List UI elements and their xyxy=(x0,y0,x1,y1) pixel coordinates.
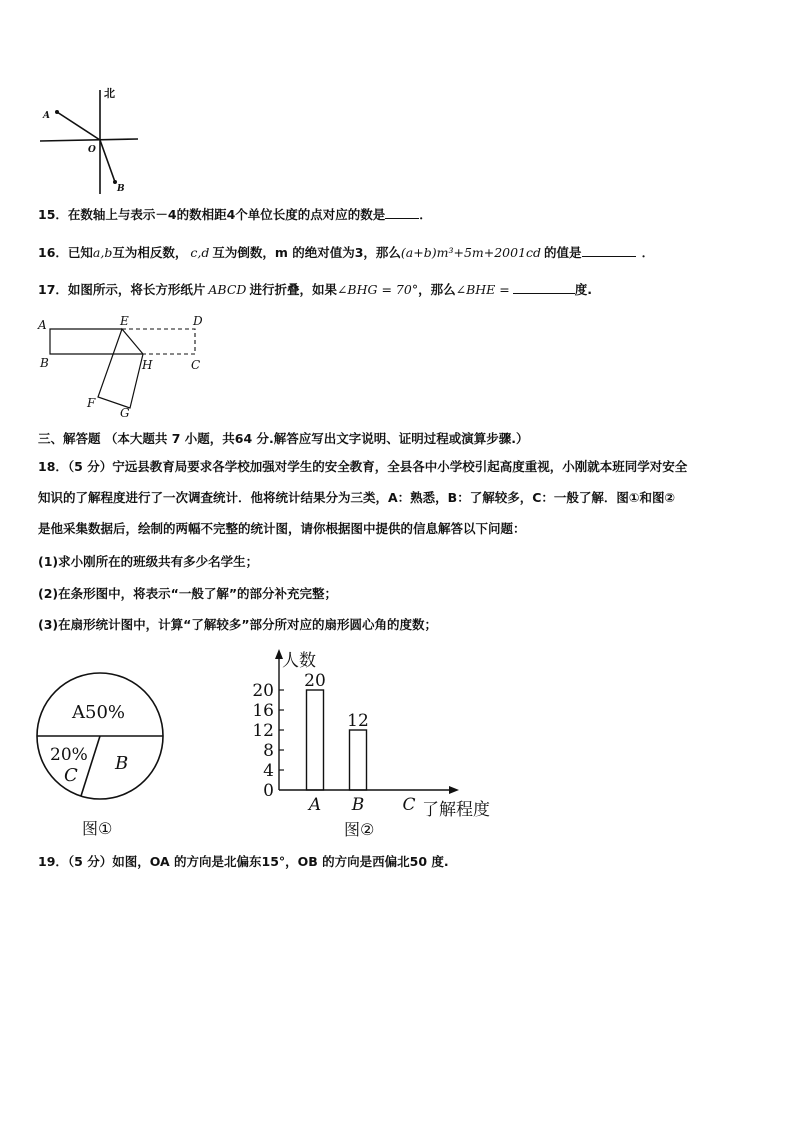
point-o-label: O xyxy=(88,145,96,155)
q15-text: 15．在数轴上与表示－4的数相距4个单位长度的点对应的数是 xyxy=(38,207,386,222)
pie-label-b: B xyxy=(115,753,129,774)
fold-figure xyxy=(34,310,214,424)
folded-flap xyxy=(98,329,143,408)
q17-end: 度. xyxy=(574,282,592,297)
pie-caption: 图① xyxy=(82,819,113,838)
y-tick-label: 20 xyxy=(252,681,274,701)
q17-angle-bhe: ∠BHE = xyxy=(455,282,510,297)
section-heading: 三、解答题 （本大题共 7 小题，共64 分.解答应写出文字说明、证明过程或演算步骤.） xyxy=(38,431,529,446)
q17-prefix: 17．如图所示，将长方形纸片 xyxy=(38,282,206,297)
bar-chart xyxy=(244,646,514,842)
q18-sub-2: (2)在条形图中，将表示“一般了解”的部分补充完整； xyxy=(38,586,338,601)
question-16 xyxy=(38,244,654,261)
q18-line-1: 18．（5 分）宁远县教育局要求各学校加强对学生的安全教育，全县各中小学校引起高度重视，小刚就本班同学对安全 xyxy=(38,459,688,474)
q16-t2: 互为倒数，m 的绝对值为3，那么 xyxy=(212,245,401,260)
label-c: C xyxy=(191,358,201,372)
q16-expression: (a+b)m³+5m+2001cd xyxy=(400,245,542,260)
label-e: E xyxy=(120,314,129,328)
ray-ob xyxy=(100,140,115,182)
q16-answer-blank xyxy=(582,244,636,257)
q16-end: ． xyxy=(641,245,655,260)
compass-figure xyxy=(34,84,144,198)
x-tick-label: B xyxy=(351,795,365,815)
q16-ab: a,b xyxy=(92,245,113,260)
bar-value-label: 20 xyxy=(304,671,326,691)
bar-a xyxy=(307,690,324,790)
pie-c-percent: 20% xyxy=(50,745,88,765)
q17-answer-blank xyxy=(513,281,575,294)
north-label: 北 xyxy=(104,87,115,100)
q18-sub-3: (3)在扇形统计图中，计算“了解较多”部分所对应的扇形圆心角的度数； xyxy=(38,617,438,632)
label-b: B xyxy=(40,356,49,370)
rectangle-solid-part xyxy=(50,329,143,354)
point-a-dot xyxy=(55,110,59,114)
q18-sub-1: (1)求小刚所在的班级共有多少名学生； xyxy=(38,554,259,569)
label-f: F xyxy=(87,396,96,410)
ray-oa xyxy=(57,112,100,140)
q17-t1: 进行折叠，如果 xyxy=(249,282,337,297)
point-b-label: B xyxy=(117,184,125,194)
q17-abcd: ABCD xyxy=(208,282,247,297)
q16-t1: 互为相反数， xyxy=(112,245,188,260)
y-tick-label: 16 xyxy=(252,701,274,721)
y-tick-label: 8 xyxy=(263,741,274,761)
y-axis-title: 人数 xyxy=(282,651,316,671)
label-g: G xyxy=(120,406,130,420)
q15-end: ． xyxy=(419,207,432,222)
label-a: A xyxy=(38,318,47,332)
pie-label-c: C xyxy=(64,765,78,786)
x-axis-arrow xyxy=(449,786,459,794)
pie-label-a: A50% xyxy=(72,702,126,723)
question-15 xyxy=(38,206,432,223)
x-tick-label: C xyxy=(402,795,416,815)
label-d: D xyxy=(193,314,203,328)
label-h: H xyxy=(142,358,153,372)
q18-line-2: 知识的了解程度进行了一次调查统计．他将统计结果分为三类，A：熟悉，B：了解较多，C：一般了解．图①和图② xyxy=(38,490,676,505)
y-tick-label: 4 xyxy=(263,761,274,781)
point-a-label: A xyxy=(43,111,50,121)
q16-prefix: 16．已知 xyxy=(38,245,93,260)
x-axis-title: 了解程度 xyxy=(422,800,490,820)
pie-chart xyxy=(30,662,180,842)
q18-line-3: 是他采集数据后，绘制的两幅不完整的统计图，请你根据图中提供的信息解答以下问题： xyxy=(38,521,526,536)
x-tick-label: A xyxy=(308,795,322,815)
bar-b xyxy=(350,730,367,790)
y-tick-label: 12 xyxy=(252,721,274,741)
y-tick-label: 0 xyxy=(263,781,274,801)
q17-t2: ，那么 xyxy=(418,282,456,297)
bar-value-label: 12 xyxy=(347,711,369,731)
q16-cd: c,d xyxy=(190,245,210,260)
q17-angle-bhg: ∠BHG = 70° xyxy=(336,282,419,297)
east-west-axis xyxy=(40,139,138,141)
q15-answer-blank xyxy=(385,206,419,219)
question-17 xyxy=(38,281,592,298)
bar-caption: 图② xyxy=(344,820,375,839)
question-19: 19．（5 分）如图，OA 的方向是北偏东15°，OB 的方向是西偏北50 度. xyxy=(38,854,449,869)
q16-t3: 的值是 xyxy=(544,245,582,260)
